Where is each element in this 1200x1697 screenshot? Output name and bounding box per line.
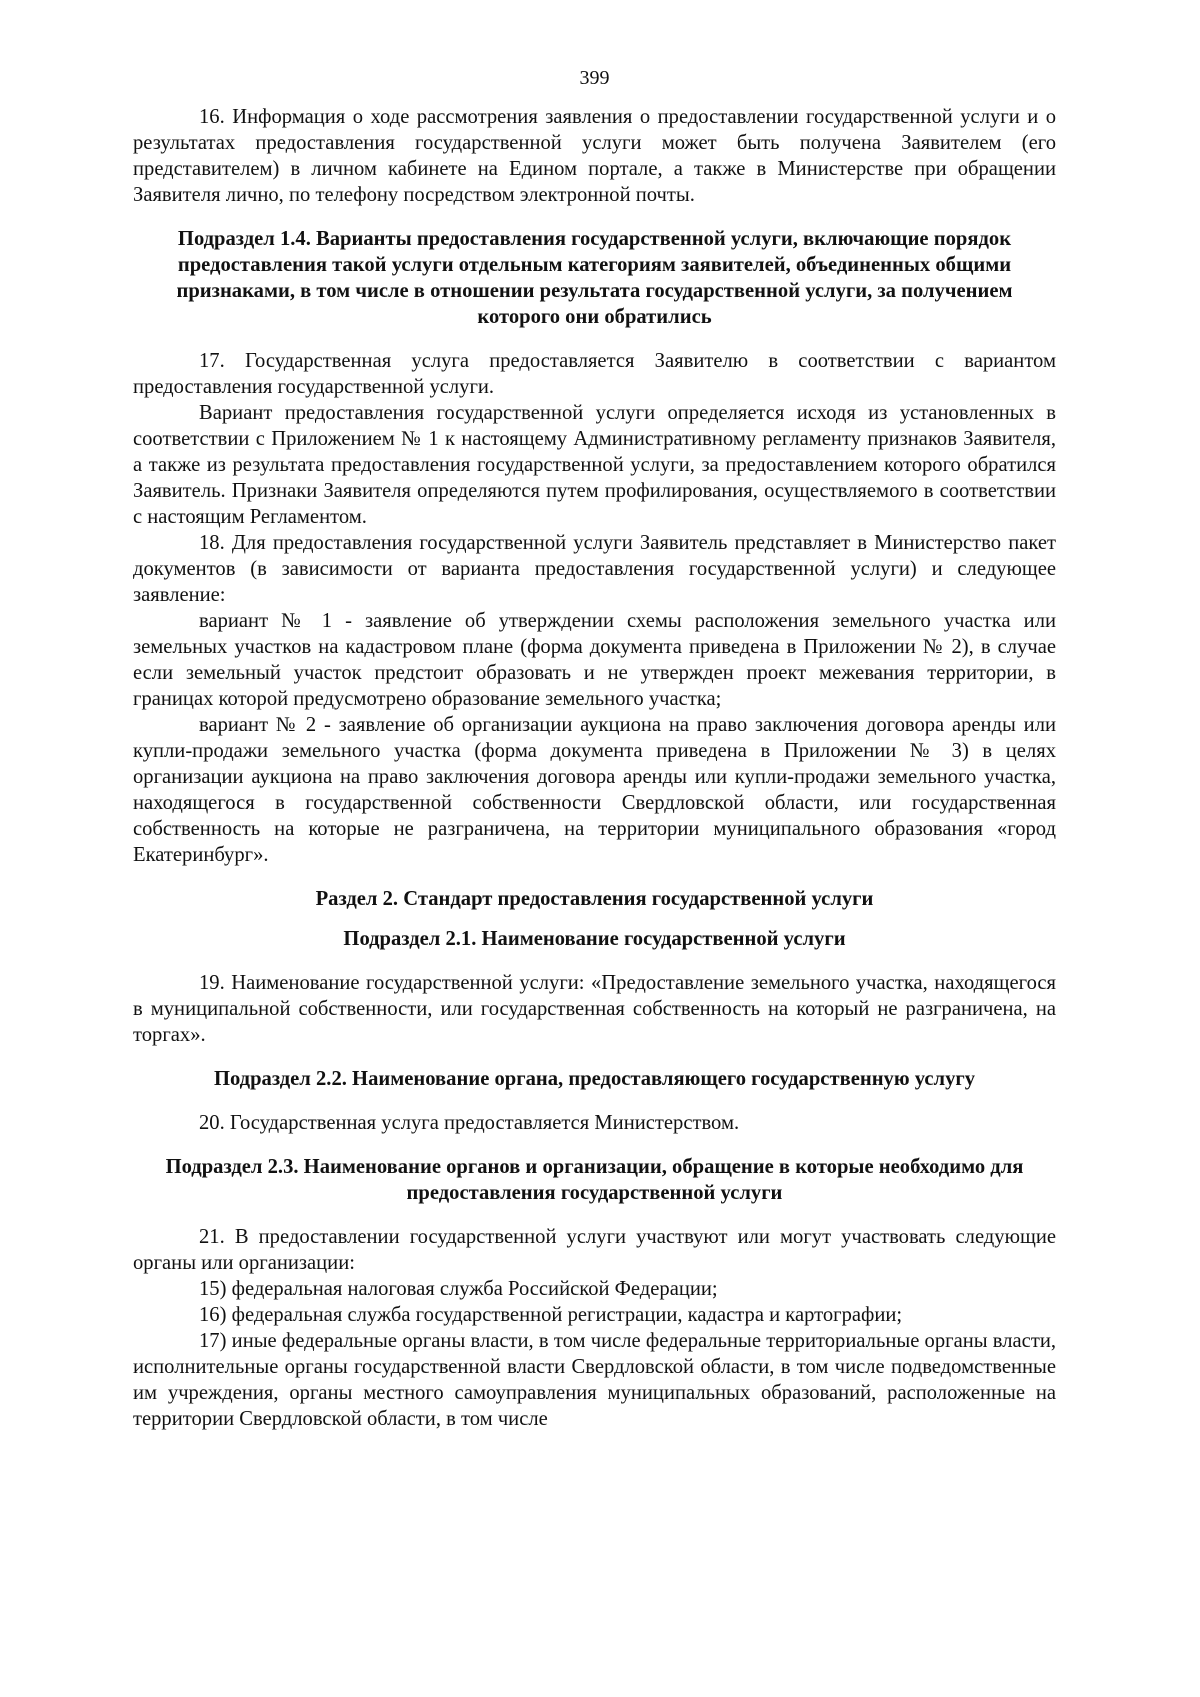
subsection-heading-2-1: Подраздел 2.1. Наименование государственной услуги (343, 928, 846, 950)
paragraph-17: 17. Государственная услуга предоставляется Заявителю в соответствии с вариантом предоставления государственной услуги. (133, 350, 1056, 398)
paragraph-21: 21. В предоставлении государственной услуги участвуют или могут участвовать следующие органы или организации: (133, 1226, 1056, 1274)
document-page (133, 66, 1056, 1432)
paragraph-21-item-16: 16) федеральная служба государственной регистрации, кадастра и картографии; (199, 1304, 903, 1326)
paragraph-21-item-15: 15) федеральная налоговая служба Российской Федерации; (199, 1278, 718, 1300)
paragraph-17-variant-determination: Вариант предоставления государственной услуги определяется исходя из установленных в соответствии с Приложением № 1 к настоящему Административному регламенту признаков Заявителя, а также из результата предоставления государственной услуги, за предоставлением которого обратился Заявитель. Признаки Заявителя определяются путем профилирования, осуществляемого в соответствии с настоящим Регламентом. (133, 402, 1056, 528)
page-number: 399 (579, 67, 610, 89)
subsection-heading-2-3: Подраздел 2.3. Наименование органов и организации, обращение в которые необходимо для предоставления государственной услуги (165, 1156, 1024, 1204)
subsection-heading-1-4: Подраздел 1.4. Варианты предоставления государственной услуги, включающие порядок предоставления такой услуги отдельным категориям заявителей, объединенных общими признаками, в том числе в отношении результата государственной услуги, за получением которого они обратились (176, 228, 1013, 328)
paragraph-21-item-17: 17) иные федеральные органы власти, в том числе федеральные территориальные органы власти, исполнительные органы государственной власти Свердловской области, в том числе подведомственные им учреждения, органы местного самоуправления муниципальных образований, расположенные на территории Свердловской области, в том числе (133, 1330, 1056, 1430)
paragraph-20: 20. Государственная услуга предоставляется Министерством. (199, 1112, 740, 1134)
paragraph-19: 19. Наименование государственной услуги: «Предоставление земельного участка, находящегося в муниципальной собственности, или государственная собственность на который не разграничена, на торгах». (133, 972, 1056, 1046)
paragraph-18: 18. Для предоставления государственной услуги Заявитель представляет в Министерство пакет документов (в зависимости от варианта предоставления государственной услуги) и следующее заявление: (133, 532, 1056, 606)
section-heading-2: Раздел 2. Стандарт предоставления государственной услуги (315, 888, 874, 910)
paragraph-16: 16. Информация о ходе рассмотрения заявления о предоставлении государственной услуги и о результатах предоставления государственной услуги может быть получена Заявителем (его представителем) в личном кабинете на Едином портале, а также в Министерстве при обращении Заявителя лично, по телефону посредством электронной почты. (133, 106, 1056, 206)
paragraph-18-variant-1: вариант № 1 - заявление об утверждении схемы расположения земельного участка или земельных участков на кадастровом плане (форма документа приведена в Приложении № 2), в случае если земельный участок предстоит образовать и не утвержден проект межевания территории, в границах которой предусмотрено образование земельного участка; (133, 610, 1056, 710)
subsection-heading-2-2: Подраздел 2.2. Наименование органа, предоставляющего государственную услугу (213, 1068, 976, 1090)
paragraph-18-variant-2: вариант № 2 - заявление об организации аукциона на право заключения договора аренды или купли-продажи земельного участка (форма документа приведена в Приложении № 3) в целях организации аукциона на право заключения договора аренды или купли-продажи земельного участка, находящегося в государственной собственности Свердловской области, или государственная собственность на которые не разграничена, на территории муниципального образования «город Екатеринбург». (133, 714, 1056, 866)
